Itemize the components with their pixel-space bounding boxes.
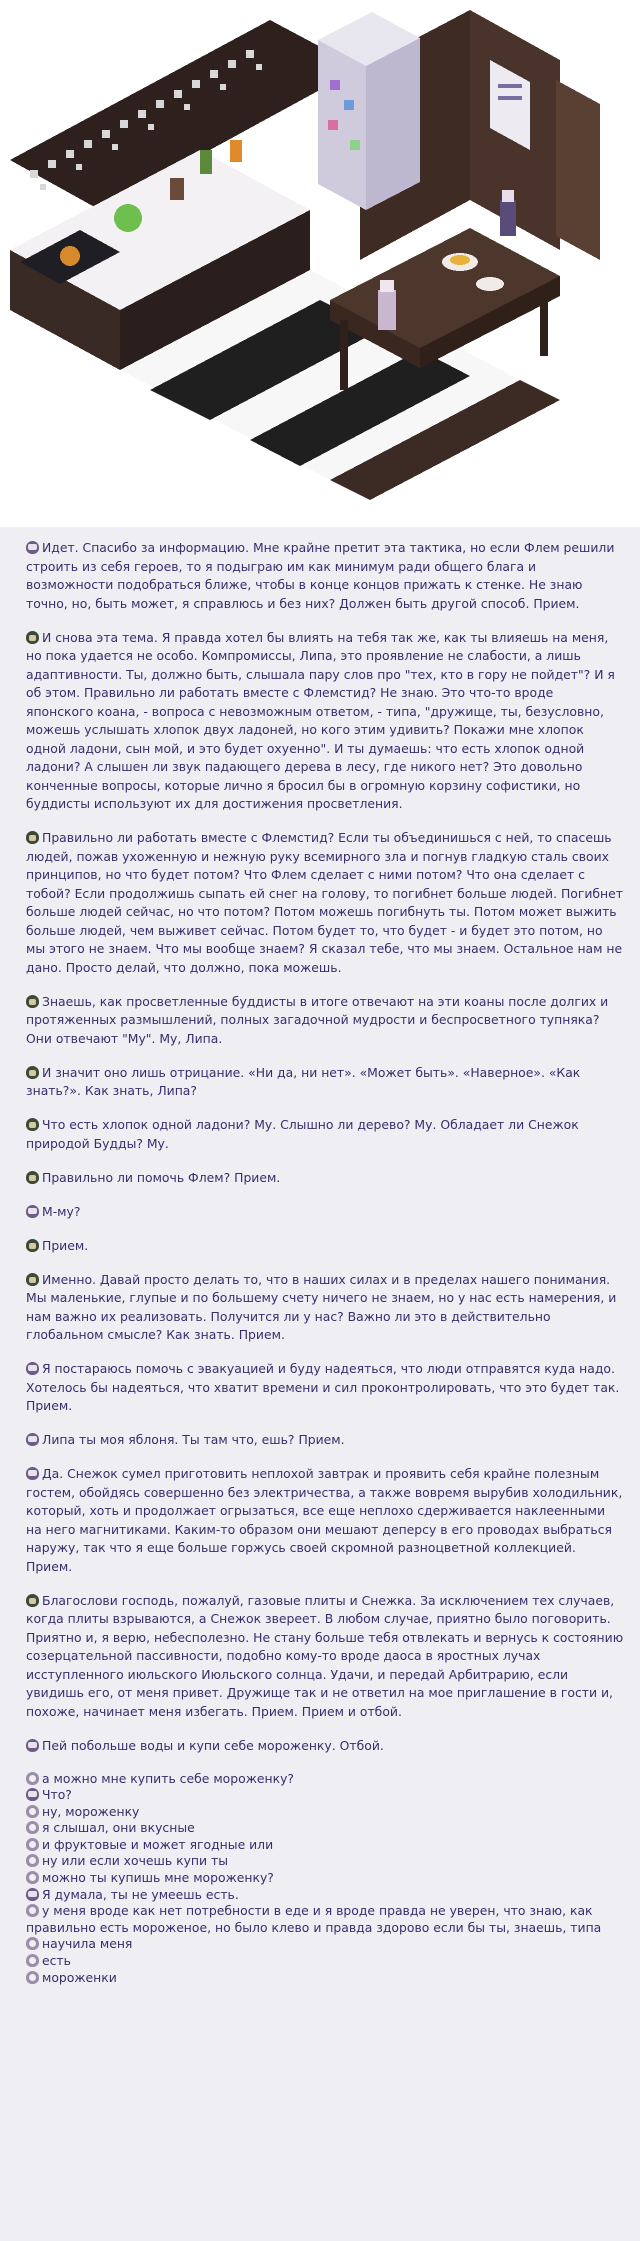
message-text: ну, мороженку bbox=[42, 1803, 140, 1819]
message-paragraph bbox=[26, 539, 624, 613]
speaker-a-avatar-icon bbox=[26, 1739, 39, 1752]
message-text: Что? bbox=[42, 1787, 72, 1803]
speaker-b-avatar-icon bbox=[26, 1171, 39, 1184]
speaker-c-avatar-icon bbox=[26, 1954, 39, 1967]
chat-line bbox=[26, 1804, 624, 1821]
chat-line bbox=[26, 1887, 624, 1904]
message-text: Правильно ли помочь Флем? Прием. bbox=[42, 1169, 281, 1185]
speaker-b-avatar-icon bbox=[26, 1239, 39, 1252]
speaker-c-avatar-icon bbox=[26, 1937, 39, 1950]
message-paragraph bbox=[26, 1116, 624, 1153]
speaker-b-avatar-icon bbox=[26, 631, 39, 644]
message-paragraph bbox=[26, 1592, 624, 1722]
speaker-b-avatar-icon bbox=[26, 1594, 39, 1607]
message-paragraph bbox=[26, 1203, 624, 1222]
message-text: Благослови господь, пожалуй, газовые плиты и Снежка. За исключением тех случаев, когда плиты взрываются, а Снежок звереет. В любом случае, приятно было поговорить. Приятно и, я верю, небесполезно. Не стану больше тебя отвлекать и вернусь к состоянию созерцательной пассивности, подобно кому-то вроде даоса в яростных лучах исступленного июльского Июльского солнца. Удачи, и передай Арбитрарию, если увидишь его, от меня привет. Дружище так и не ответил на мое приглашение в гости и, похоже, начинает меня избегать. Прием. Прием и отбой. bbox=[26, 1592, 624, 1719]
chat-line bbox=[26, 1787, 624, 1804]
message-paragraph bbox=[26, 993, 624, 1049]
chat-log bbox=[0, 527, 640, 2241]
message-text: Я постараюсь помочь с эвакуацией и буду надеяться, что люди отправятся куда надо. Хотелось бы надеяться, что хватит времени и сил проконтролировать, что это будет так. Прием. bbox=[26, 1361, 620, 1413]
chat-line bbox=[26, 1936, 624, 1953]
message-text: М-му? bbox=[42, 1203, 81, 1219]
message-text: у меня вроде как нет потребности в еде и я вроде правда не уверен, что знаю, как правильно есть мороженое, но было клево и правда здорово если бы ты, знаешь, типа bbox=[26, 1903, 602, 1935]
chat-line bbox=[26, 1771, 624, 1788]
message-paragraph bbox=[26, 1064, 624, 1101]
message-paragraph bbox=[26, 1431, 624, 1450]
message-text: есть bbox=[42, 1953, 71, 1969]
speaker-a-avatar-icon bbox=[26, 1467, 39, 1480]
pixel-kitchen-scene bbox=[0, 0, 640, 527]
speaker-a-avatar-icon bbox=[26, 1888, 39, 1901]
message-text: Правильно ли работать вместе с Флемстид? Если ты объединишься с ней, то спасешь людей, пожав ухоженную и нежную руку всемирного зла и погнув гладкую сталь своих принципов, но что будет потом? Что Флем сделает с ними потом? Что она сделает с тобой? Если продолжишь сыпать ей снег на голову, то погибнет больше людей. Погибнет больше людей сейчас, но что потом? Потом можешь погибнуть ты. Потом может выжить больше людей, чем выживет сейчас. Потом будет то, что будет - и будет это потом, но мы этого не знаем. Что мы вообще знаем? Я сказал тебе, что мы знаем. Остальное нам не дано. Просто делай, что должно, пока можешь. bbox=[26, 830, 623, 975]
speaker-c-avatar-icon bbox=[26, 1805, 39, 1818]
speaker-c-avatar-icon bbox=[26, 1772, 39, 1785]
message-text: ну или если хочешь купи ты bbox=[42, 1853, 229, 1869]
message-text: научила меня bbox=[42, 1936, 133, 1952]
speaker-b-avatar-icon bbox=[26, 1118, 39, 1131]
message-paragraph bbox=[26, 829, 624, 977]
message-paragraph bbox=[26, 629, 624, 814]
message-text: И значит оно лишь отрицание. «Ни да, ни нет». «Может быть». «Наверное». «Как знать?». Как знать, Липа? bbox=[26, 1064, 581, 1098]
speaker-c-avatar-icon bbox=[26, 1821, 39, 1834]
speaker-b-avatar-icon bbox=[26, 995, 39, 1008]
message-paragraph bbox=[26, 1169, 624, 1188]
message-text: Знаешь, как просветленные буддисты в итоге отвечают на эти коаны после долгих и протяженных размышлений, полных загадочной мудрости и беспросветного тупняка? Они отвечают "Му". Му, Липа. bbox=[26, 993, 609, 1046]
chat-line bbox=[26, 1953, 624, 1970]
message-text: И снова эта тема. Я правда хотел бы влиять на тебя так же, как ты влияешь на меня, но пока удается не особо. Компромиссы, Липа, это проявление не слабости, а лишь адаптивности. Ты, должно быть, слышала пару слов про "тех, кто в гору не пойдет"? И я об этом. Правильно ли работать вместе с Флемстид? Не знаю. Это что-то вроде японского коана, - вопроса с невозможным ответом, - типа, "дружище, ты, безусловно, можешь услышать хлопок двух ладоней, но кого этим удивить? Покажи мне хлопок одной ладони, сын мой, и это будет охуенно". И ты думаешь: что есть хлопок одной ладони? А слышен ли звук падающего дерева в лесу, где никого нет? Это довольно конченные вопросы, которые лично я бросил бы в огромную корзину софистики, но буддисты используют их для достижения просветления. bbox=[26, 629, 615, 811]
speaker-a-avatar-icon bbox=[26, 1433, 39, 1446]
message-text: Липа ты моя яблоня. Ты там что, ешь? Прием. bbox=[42, 1432, 345, 1447]
speaker-c-avatar-icon bbox=[26, 1971, 39, 1984]
speaker-c-avatar-icon bbox=[26, 1854, 39, 1867]
message-text: Я думала, ты не умеешь есть. bbox=[42, 1886, 239, 1902]
message-text: Именно. Давай просто делать то, что в наших силах и в пределах нашего понимания. Мы маленькие, глупые и по большему счету ничего не знаем, но у нас есть намерения, и нам важно их реализовать. Получится ли у нас? Важно ли это в действительно глобальном смысле? Как знать. Прием. bbox=[26, 1271, 617, 1342]
speaker-b-avatar-icon bbox=[26, 1066, 39, 1079]
speaker-a-avatar-icon bbox=[26, 541, 39, 554]
speaker-a-avatar-icon bbox=[26, 1205, 39, 1218]
message-text: Что есть хлопок одной ладони? Му. Слышно ли дерево? Му. Обладает ли Снежок природой Будды? Му. bbox=[26, 1117, 579, 1151]
chat-line bbox=[26, 1837, 624, 1854]
speaker-a-avatar-icon bbox=[26, 1362, 39, 1375]
speaker-c-avatar-icon bbox=[26, 1871, 39, 1884]
message-text: мороженки bbox=[42, 1969, 117, 1985]
chat-line bbox=[26, 1820, 624, 1837]
chat-line bbox=[26, 1970, 624, 1987]
message-text: и фруктовые и может ягодные или bbox=[42, 1836, 274, 1852]
speaker-a-avatar-icon bbox=[26, 1788, 39, 1801]
message-text: можно ты купишь мне мороженку? bbox=[42, 1870, 274, 1886]
message-text: Идет. Спасибо за информацию. Мне крайне претит эта тактика, но если Флем решили строить из себя героев, то я подыграю им как минимум ради общего блага и возможности подобраться ближе, чтобы в конце концов прижать к стенке. Не знаю точно, но, быть может, я справлюсь и без них? Должен быть другой способ. Прием. bbox=[26, 540, 615, 611]
message-text: Пей побольше воды и купи себе мороженку. Отбой. bbox=[42, 1737, 384, 1753]
message-text: а можно мне купить себе мороженку? bbox=[42, 1770, 294, 1786]
speaker-c-avatar-icon bbox=[26, 1904, 39, 1917]
message-paragraph bbox=[26, 1237, 624, 1256]
message-paragraph bbox=[26, 1737, 624, 1756]
message-paragraph bbox=[26, 1271, 624, 1345]
message-text: Да. Снежок сумел приготовить неплохой завтрак и проявить себя крайне полезным гостем, обойдясь совершенно без электричества, а также вовремя вырубив холодильник, который, хоть и продолжает огрызаться, все еще неплохо сдерживается наклеенными на него магнитиками. Каким-то образом они мешают деперсу в его проводах выбраться наружу, так что я еще больше горжусь своей скромной разноцветной коллекцией. Прием. bbox=[26, 1466, 623, 1574]
message-text: Прием. bbox=[42, 1237, 89, 1253]
message-text: я слышал, они вкусные bbox=[42, 1820, 195, 1836]
message-paragraph bbox=[26, 1465, 624, 1576]
speaker-b-avatar-icon bbox=[26, 1273, 39, 1286]
chat-line bbox=[26, 1870, 624, 1887]
message-paragraph bbox=[26, 1360, 624, 1416]
speaker-b-avatar-icon bbox=[26, 831, 39, 844]
speaker-c-avatar-icon bbox=[26, 1838, 39, 1851]
chat-line bbox=[26, 1903, 624, 1936]
chat-line bbox=[26, 1853, 624, 1870]
